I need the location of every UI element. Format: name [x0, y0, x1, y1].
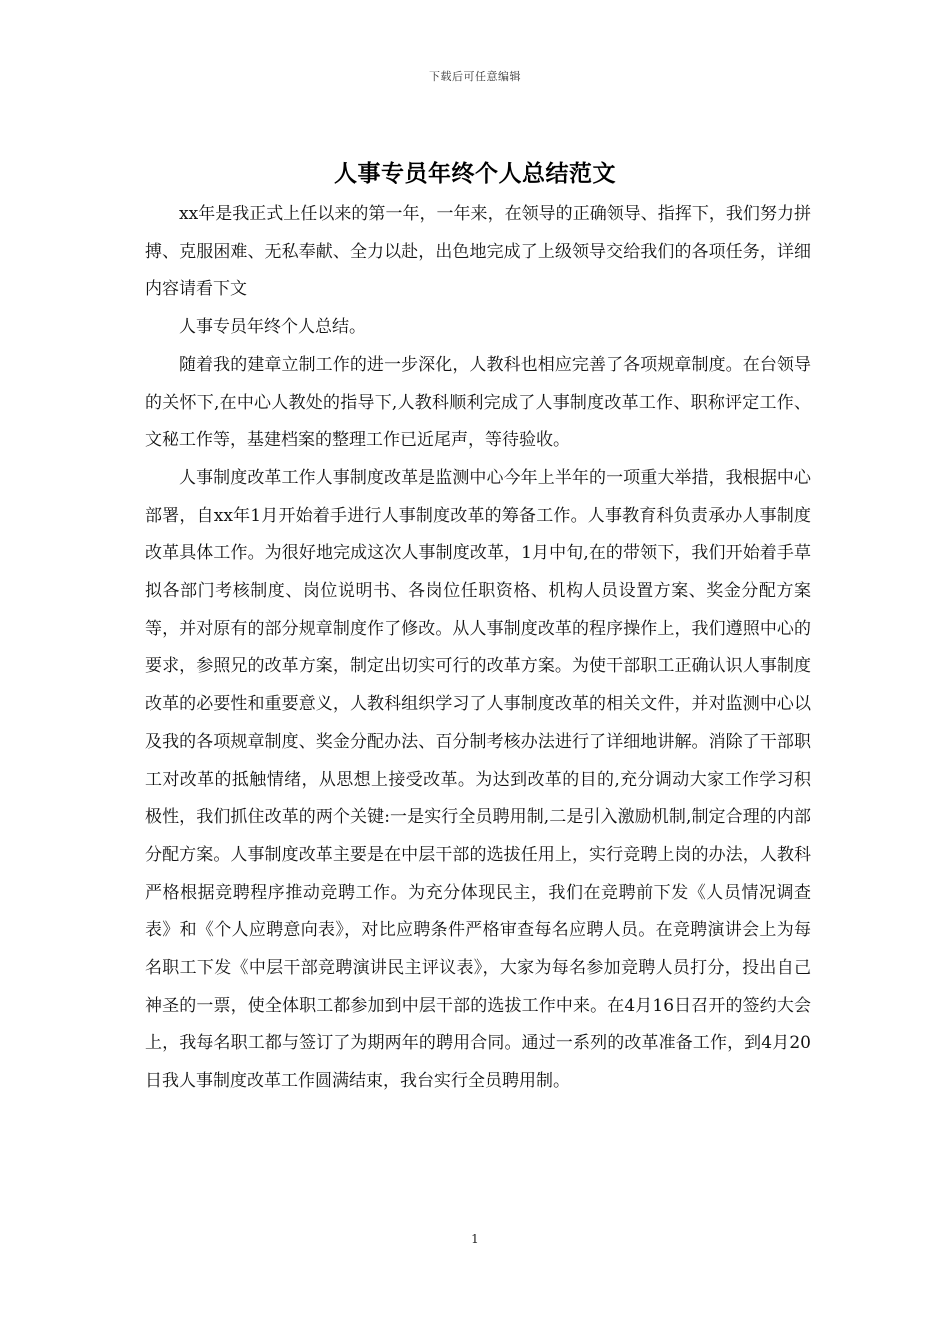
document-body [145, 196, 811, 1101]
paragraph-reform: 人事制度改革工作人事制度改革是监测中心今年上半年的一项重大举措，我根据中心部署，自xx年1月开始着手进行人事制度改革的筹备工作。人事教育科负责承办人事制度改革具体工作。为很好地完成这次人事制度改革，1月中旬,在的带领下，我们开始着手草拟各部门考核制度、岗位说明书、各岗位任职资格、机构人员设置方案、奖金分配方案等，并对原有的部分规章制度作了修改。从人事制度改革的程序操作上，我们遵照中心的要求，参照兄的改革方案，制定出切实可行的改革方案。为使干部职工正确认识人事制度改革的必要性和重要意义，人教科组织学习了人事制度改革的相关文件，并对监测中心以及我的各项规章制度、奖金分配办法、百分制考核办法进行了详细地讲解。消除了干部职工对改革的抵触情绪，从思想上接受改革。为达到改革的目的,充分调动大家工作学习积极性，我们抓住改革的两个关键:一是实行全员聘用制,二是引入激励机制,制定合理的内部分配方案。人事制度改革主要是在中层干部的选拔任用上，实行竞聘上岗的办法，人教科严格根据竞聘程序推动竞聘工作。为充分体现民主，我们在竞聘前下发《人员情况调查表》和《个人应聘意向表》，对比应聘条件严格审查每名应聘人员。在竞聘演讲会上为每名职工下发《中层干部竞聘演讲民主评议表》，大家为每名参加竞聘人员打分，投出自己神圣的一票，使全体职工都参加到中层干部的选拔工作中来。在4月16日召开的签约大会上，我每名职工都与签订了为期两年的聘用合同。通过一系列的改革准备工作，到4月20日我人事制度改革工作圆满结束，我台实行全员聘用制。 [145, 467, 811, 1092]
document-title: 人事专员年终个人总结范文 [334, 160, 616, 187]
page-number: 1 [471, 1232, 479, 1246]
paragraph-regulations: 随着我的建章立制工作的进一步深化，人教科也相应完善了各项规章制度。在台领导的关怀下,在中心人教处的指导下,人教科顺利完成了人事制度改革工作、职称评定工作、文秘工作等，基建档案的整理工作已近尾声，等待验收。 [145, 354, 811, 451]
header-note: 下载后可任意编辑 [429, 70, 521, 83]
paragraph-intro: xx年是我正式上任以来的第一年，一年来，在领导的正确领导、指挥下，我们努力拼搏、克服困难、无私奉献、全力以赴，出色地完成了上级领导交给我们的各项任务，详细内容请看下文 [145, 204, 811, 300]
paragraph-subtitle: 人事专员年终个人总结。 [179, 317, 366, 338]
